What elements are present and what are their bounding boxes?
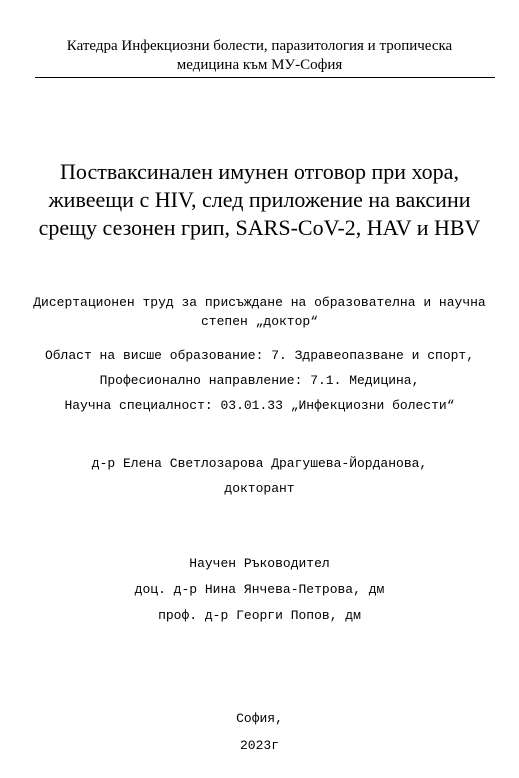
supervisor-2: проф. д-р Георги Попов, дм (158, 608, 361, 623)
author-block (0, 451, 519, 501)
title-line-3: срещу сезонен грип, SARS-CoV-2, HAV и HBV (38, 215, 481, 240)
supervisors-block (0, 551, 519, 629)
city: София, (236, 711, 283, 726)
professional-direction: Професионално направление: 7.1. Медицина, (99, 373, 420, 388)
author-name: д-р Елена Светлозарова Драгушева-Йорданова, (91, 456, 428, 471)
supervisor-1: доц. д-р Нина Янчева-Петрова, дм (134, 582, 385, 597)
dissertation-title (0, 158, 519, 242)
header-divider (35, 77, 495, 78)
purpose-line-2: степен „доктор“ (200, 314, 319, 329)
academic-fields (0, 343, 519, 418)
place-and-date (0, 705, 519, 759)
year: 2023г (239, 738, 279, 753)
supervisors-heading: Научен Ръководител (189, 556, 330, 571)
purpose-line-1: Дисертационен труд за присъждане на образователна и научна (33, 295, 486, 310)
dissertation-purpose (0, 293, 519, 331)
title-line-1: Поствaксинален имунен отговор при хора, (60, 159, 459, 184)
department-header (0, 37, 519, 75)
department-line-2: медицина към МУ-София (176, 57, 343, 73)
scientific-specialty: Научна специалност: 03.01.33 „Инфекциозни болести“ (64, 398, 455, 413)
department-line-1: Катедра Инфекциозни болести, паразитология и тропическа (66, 38, 453, 54)
author-role: докторант (224, 481, 295, 496)
title-line-2: живеещи с HIV, след приложение на ваксини (48, 187, 471, 212)
field-of-education: Област на висше образование: 7. Здравеопазване и спорт, (44, 348, 475, 363)
